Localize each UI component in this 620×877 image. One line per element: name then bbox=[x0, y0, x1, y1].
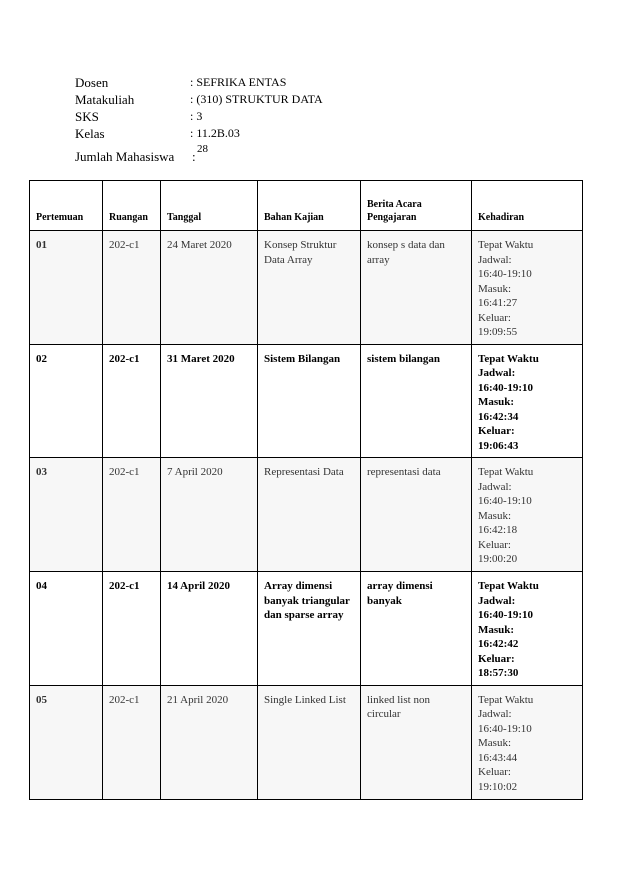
cell-ruangan: 202-c1 bbox=[103, 685, 161, 799]
kehadiran-line: Keluar: bbox=[478, 538, 511, 551]
matakuliah-label: Matakuliah bbox=[75, 92, 135, 107]
cell-pertemuan: 04 bbox=[30, 572, 103, 686]
matakuliah-value: : (310) STRUKTUR DATA bbox=[190, 92, 323, 106]
cell-bahan-kajian: Konsep Struktur Data Array bbox=[258, 231, 361, 345]
kehadiran-line: Masuk: bbox=[478, 737, 511, 749]
kehadiran-line: 16:40-19:10 bbox=[478, 495, 532, 507]
kelas-label: Kelas bbox=[75, 126, 105, 141]
cell-kehadiran bbox=[472, 572, 583, 686]
matakuliah-row bbox=[75, 91, 395, 108]
col-header-ruangan: Ruangan bbox=[103, 181, 161, 231]
kehadiran-line: Masuk: bbox=[478, 282, 511, 295]
kehadiran-line: Jadwal: bbox=[478, 480, 512, 493]
cell-berita-acara: linked list non circular bbox=[361, 685, 472, 799]
kehadiran-line: 16:41:27 bbox=[478, 297, 518, 309]
kehadiran-line: Jadwal: bbox=[478, 594, 516, 607]
kehadiran-line: Masuk: bbox=[478, 509, 511, 522]
kehadiran-line: Keluar: bbox=[478, 652, 515, 665]
kehadiran-line: 19:00:20 bbox=[478, 553, 518, 565]
col-header-pertemuan: Pertemuan bbox=[30, 181, 103, 231]
kehadiran-line: Jadwal: bbox=[478, 708, 512, 720]
dosen-label: Dosen bbox=[75, 75, 109, 90]
kehadiran-line: Tepat Waktu bbox=[478, 466, 534, 478]
cell-bahan-kajian: Sistem Bilangan bbox=[258, 344, 361, 458]
cell-ruangan: 202-c1 bbox=[103, 572, 161, 686]
kehadiran-line: 16:42:42 bbox=[478, 638, 519, 650]
cell-ruangan: 202-c1 bbox=[103, 458, 161, 572]
cell-berita-acara: sistem bilangan bbox=[361, 344, 472, 458]
course-header bbox=[75, 74, 395, 165]
table-row bbox=[30, 685, 583, 799]
cell-tanggal: 31 Maret 2020 bbox=[161, 344, 258, 458]
dosen-value: : SEFRIKA ENTAS bbox=[190, 75, 287, 89]
kehadiran-line: 16:43:44 bbox=[478, 751, 518, 764]
cell-bahan-kajian: Representasi Data bbox=[258, 458, 361, 572]
cell-pertemuan: 05 bbox=[30, 685, 103, 799]
sks-row bbox=[75, 108, 395, 125]
cell-berita-acara: array dimensi banyak bbox=[361, 572, 472, 686]
kehadiran-line: 19:09:55 bbox=[478, 326, 518, 338]
cell-pertemuan: 02 bbox=[30, 344, 103, 458]
sks-value: : 3 bbox=[190, 109, 203, 123]
kehadiran-line: Tepat Waktu bbox=[478, 580, 539, 592]
kehadiran-line: Jadwal: bbox=[478, 367, 516, 379]
kehadiran-line: Masuk: bbox=[478, 623, 515, 636]
col-header-tanggal: Tanggal bbox=[161, 181, 258, 231]
cell-pertemuan: 03 bbox=[30, 458, 103, 572]
table-row bbox=[30, 231, 583, 345]
table-row bbox=[30, 344, 583, 458]
cell-kehadiran bbox=[472, 685, 583, 799]
col-header-bahan-kajian: Bahan Kajian bbox=[258, 181, 361, 231]
cell-berita-acara: konsep s data dan array bbox=[361, 231, 472, 345]
kehadiran-line: 16:40-19:10 bbox=[478, 268, 532, 280]
cell-tanggal: 7 April 2020 bbox=[161, 458, 258, 572]
col-header-berita-acara: Berita Acara Pengajaran bbox=[361, 181, 472, 231]
kehadiran-line: Masuk: bbox=[478, 396, 515, 408]
table-row bbox=[30, 458, 583, 572]
dosen-row bbox=[75, 74, 395, 91]
kehadiran-line: Tepat Waktu bbox=[478, 352, 539, 365]
jumlah-mahasiswa-row bbox=[75, 143, 395, 165]
cell-bahan-kajian: Single Linked List bbox=[258, 685, 361, 799]
kehadiran-line: Jadwal: bbox=[478, 253, 512, 266]
kehadiran-line: Tepat Waktu bbox=[478, 693, 534, 706]
kelas-value: : 11.2B.03 bbox=[190, 126, 240, 140]
cell-ruangan: 202-c1 bbox=[103, 231, 161, 345]
sks-label: SKS bbox=[75, 109, 99, 124]
cell-tanggal: 24 Maret 2020 bbox=[161, 231, 258, 345]
jumlah-mahasiswa-label: Jumlah Mahasiswa bbox=[75, 149, 175, 164]
jumlah-mahasiswa-colon: : bbox=[192, 149, 196, 164]
table-header-row bbox=[30, 181, 583, 231]
kehadiran-line: Keluar: bbox=[478, 425, 515, 437]
cell-pertemuan: 01 bbox=[30, 231, 103, 345]
attendance-table bbox=[29, 180, 583, 800]
kehadiran-line: 16:40-19:10 bbox=[478, 722, 532, 735]
col-header-kehadiran: Kehadiran bbox=[472, 181, 583, 231]
cell-kehadiran bbox=[472, 458, 583, 572]
table-row bbox=[30, 572, 583, 686]
cell-ruangan: 202-c1 bbox=[103, 344, 161, 458]
cell-kehadiran bbox=[472, 231, 583, 345]
jumlah-mahasiswa-value: 28 bbox=[197, 143, 208, 155]
cell-kehadiran bbox=[472, 344, 583, 458]
kelas-row bbox=[75, 125, 395, 142]
kehadiran-line: 18:57:30 bbox=[478, 667, 519, 679]
kehadiran-line: 16:42:34 bbox=[478, 410, 519, 423]
kehadiran-line: 16:40-19:10 bbox=[478, 609, 533, 621]
kehadiran-line: Keluar: bbox=[478, 311, 511, 324]
kehadiran-line: 16:42:18 bbox=[478, 524, 518, 536]
kehadiran-line: 19:10:02 bbox=[478, 780, 518, 793]
cell-tanggal: 21 April 2020 bbox=[161, 685, 258, 799]
kehadiran-line: Keluar: bbox=[478, 766, 511, 778]
kehadiran-line: Tepat Waktu bbox=[478, 239, 534, 251]
kehadiran-line: 19:06:43 bbox=[478, 439, 519, 452]
cell-tanggal: 14 April 2020 bbox=[161, 572, 258, 686]
cell-berita-acara: representasi data bbox=[361, 458, 472, 572]
cell-bahan-kajian: Array dimensi banyak triangular dan sparse array bbox=[258, 572, 361, 686]
kehadiran-line: 16:40-19:10 bbox=[478, 381, 533, 394]
